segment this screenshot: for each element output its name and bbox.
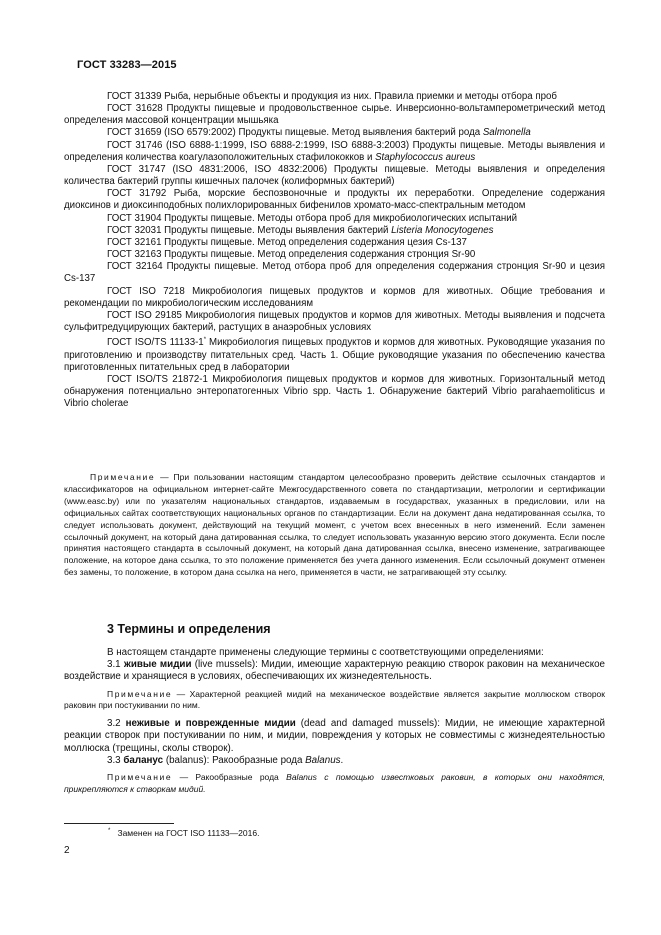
reference-item: ГОСТ 31747 (ISO 4831:2006, ISO 4832:2006) Продукты пищевые. Методы выявления и определения количества бактерий группы кишечных палочек (колиформных бактерий) xyxy=(64,163,605,188)
section-intro: В настоящем стандарте применены следующие термины с соответствующими определениями: xyxy=(107,647,544,658)
term-3-3-note: Примечание — Ракообразные рода Balanus с помощью известковых раковин, в которых они находятся, прикрепляются к створкам мидий. xyxy=(64,772,605,794)
references-note xyxy=(64,472,605,579)
reference-item: ГОСТ ISO/TS 21872-1 Микробиология пищевых продуктов и кормов для животных. Горизонтальный метод обнаружения потенциально энтеропатогенных Vibrio spp. Часть 1. Обнаружение бактерий Vibrio parahaemoliticus и Vibrio cholerae xyxy=(64,373,605,410)
reference-item: ГОСТ ISO 7218 Микробиология пищевых продуктов и кормов для животных. Общие требования и рекомендации по микробиологическим исследованиям xyxy=(64,285,605,309)
page-number: 2 xyxy=(64,845,70,856)
reference-item: ГОСТ 31904 Продукты пищевые. Методы отбора проб для микробиологических испытаний xyxy=(107,212,518,224)
reference-item: ГОСТ 31339 Рыба, нерыбные объекты и продукция из них. Правила приемки и методы отбора проб xyxy=(107,91,557,102)
footnote-marker: * xyxy=(203,337,207,344)
normative-references-list xyxy=(64,91,605,410)
term-3-1-note: Примечание — Характерной реакцией мидий на механическое воздействие является закрытие моллюском створок раковин при постукивании по ним. xyxy=(64,688,605,711)
term-3-3: 3.3 баланус (balanus): Ракообразные рода Balanus. xyxy=(107,754,344,766)
section-3-body xyxy=(64,647,605,802)
reference-item: ГОСТ 31746 (ISO 6888-1:1999, ISO 6888-2:1999, ISO 6888-3:2003) Продукты пищевые. Методы выявления и определения количества коагулазоположительных стафилококков и Staphylococcus aureus xyxy=(64,139,605,163)
term-3-1: 3.1 живые мидии (live mussels): Мидии, имеющие характерную реакцию створок раковин на механическое воздействие и хранящиеся в условиях, обеспечивающих их жизнедеятельность. xyxy=(64,659,605,683)
reference-item: ГОСТ 32161 Продукты пищевые. Метод определения содержания цезия Cs-137 xyxy=(107,236,467,248)
reference-item: ГОСТ 31628 Продукты пищевые и продовольственное сырье. Инверсионно-вольтамперометрический метод определения массовой концентрации мышьяка xyxy=(64,103,605,127)
footnote: * Заменен на ГОСТ ISO 11133—2016. xyxy=(108,828,260,838)
note-label: Примечание xyxy=(90,472,156,482)
reference-item: ГОСТ ISO/TS 11133-1* Микробиология пищевых продуктов и кормов для животных. Руководящие указания по приготовлению и производству питательных сред. Часть 1. Общие руководящие указания по обеспечению качества приготовленных питательных сред в лаборатории xyxy=(64,337,605,373)
reference-item: ГОСТ 32163 Продукты пищевые. Метод определения содержания стронция Sr-90 xyxy=(107,249,476,261)
reference-item: ГОСТ ISO 29185 Микробиология пищевых продуктов и кормов для животных. Методы выявления и подсчета сульфитредуцирующих бактерий, растущих в анаэробных условиях xyxy=(64,309,605,333)
term-3-2: 3.2 неживые и поврежденные мидии (dead and damaged mussels): Мидии, не имеющие характерной реакции створок при постукивании по ним, и мидии, повреждения у которых не совместимы с жизнедеятельностью моллюска (трещины, сколы створок). xyxy=(64,718,605,754)
section-heading: 3 Термины и определения xyxy=(107,622,271,636)
note-text: — При пользовании настоящим стандартом целесообразно проверить действие ссылочных стандартов и классификаторов на официальном интернет-сайте Межгосударственного совета по стандартизации, метрологии и сертификации (www.easc.by) или по указателям национальных стандартов, издаваемым в государствах, указанных в предисловии, или на официальных сайтах соответствующих национальных органов по стандартизации. Если на документ дана недатированная ссылка, то следует использовать документ, действующий на текущий момент, с учетом всех внесенных в него изменений. Если заменен ссылочный документ, на который дана датированная ссылка, то следует использовать указанную версию этого документа. Если после принятия настоящего стандарта в ссылочный документ, на который дана датированная ссылка, внесено изменение, затрагивающее положение, на которое дана ссылка, то это положение применяется без учета данного изменения. Если ссылочный документ отменен без замены, то положение, в котором дана ссылка на него, применяется в части, не затрагивающей эту ссылку. xyxy=(64,472,605,578)
footnote-divider xyxy=(64,823,174,824)
reference-item: ГОСТ 32031 Продукты пищевые. Методы выявления бактерий Listeria Monocytogenes xyxy=(107,224,494,236)
reference-item: ГОСТ 32164 Продукты пищевые. Метод отбора проб для определения содержания стронция Sr-90 и цезия Cs-137 xyxy=(64,261,605,285)
page-header: ГОСТ 33283—2015 xyxy=(77,59,177,71)
reference-item: ГОСТ 31659 (ISO 6579:2002) Продукты пищевые. Метод выявления бактерий рода Salmonella xyxy=(107,127,531,139)
reference-item: ГОСТ 31792 Рыба, морские беспозвоночные и продукты их переработки. Определение содержания диоксинов и диоксинподобных полихлорированных бифенилов хромато-масс-спектральным методом xyxy=(64,188,605,212)
